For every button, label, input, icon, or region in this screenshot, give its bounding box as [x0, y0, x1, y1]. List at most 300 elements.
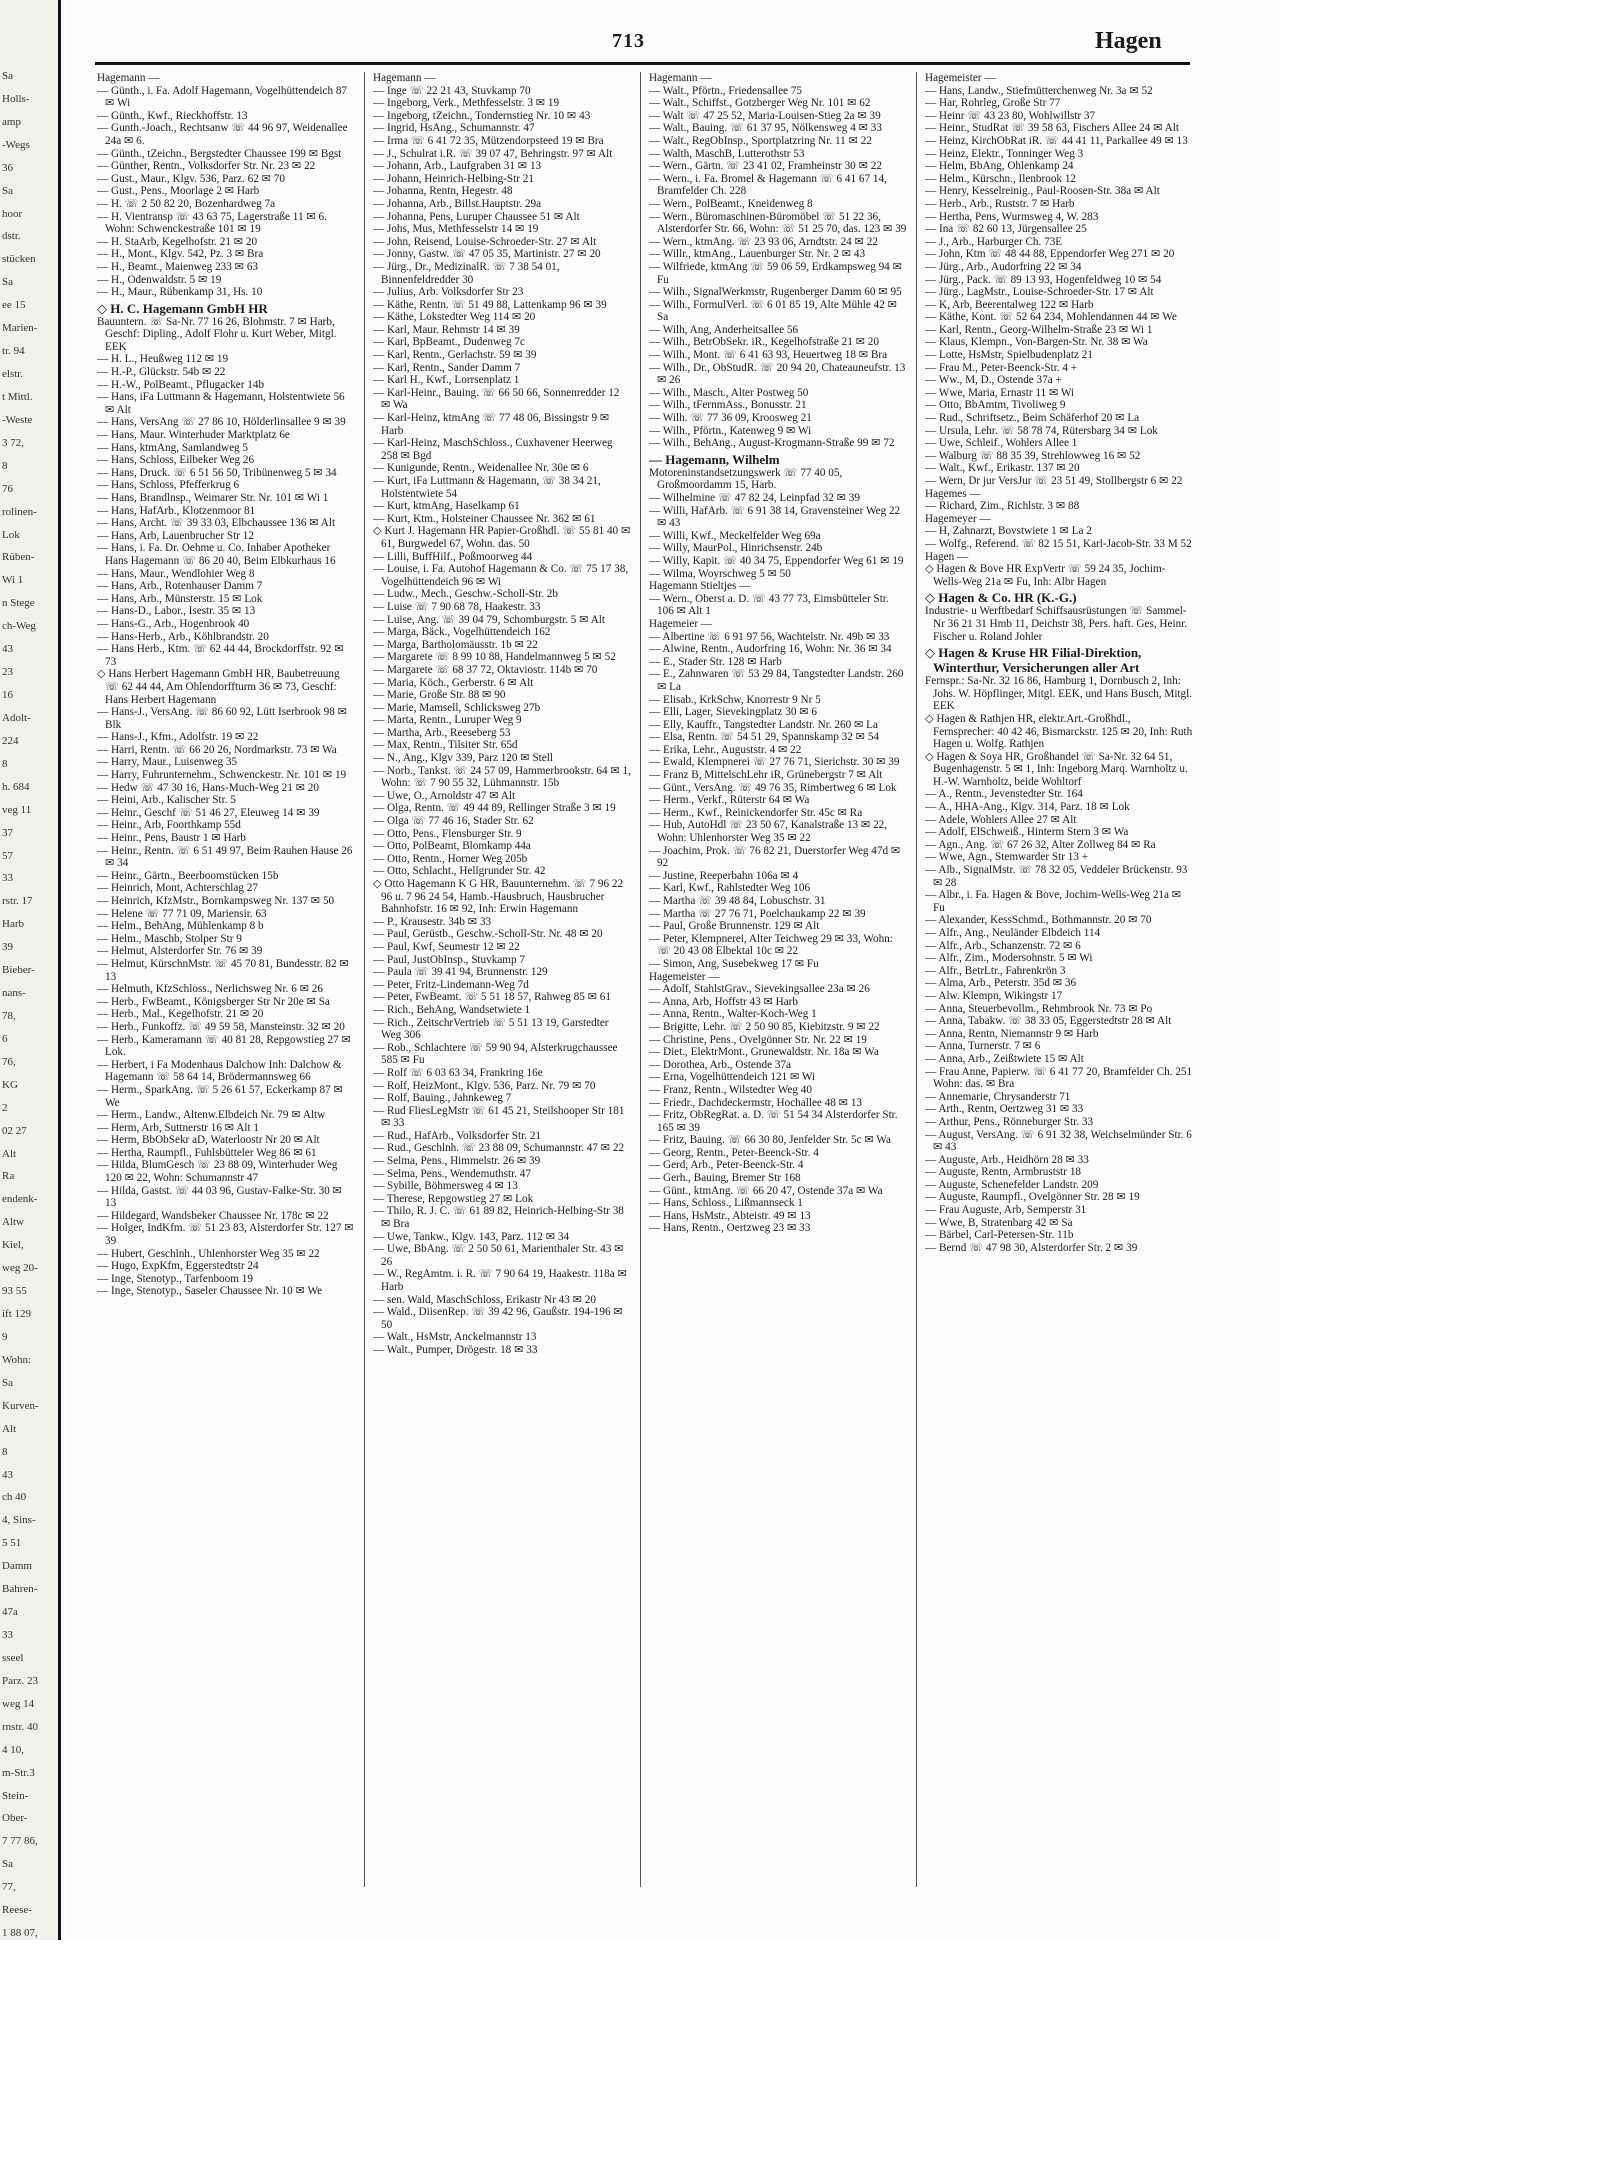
- directory-entry: — Louise, i. Fa. Autohof Hagemann & Co. ☏ 75 17 38, Vogelhüttendeich 96 ✉ Wi: [373, 563, 629, 588]
- adjacent-page-fragment: nans-: [2, 987, 26, 1000]
- directory-entry: — Wern., Gärtn. ☏ 23 41 02, Framheinstr 30 ✉ 22: [649, 160, 882, 173]
- directory-entry: — Johanna, Arb., Billst.Hauptstr. 29a: [373, 197, 542, 210]
- directory-entry: — Agn., Ang. ☏ 67 26 32, Alter Zollweg 84 ✉ Ra: [925, 838, 1156, 851]
- directory-entry: — Helene ☏ 77 71 09, Mariensir. 63: [97, 907, 267, 920]
- directory-entry: — John, Reisend, Louise-Schroeder-Str. 27 ✉ Alt: [373, 235, 597, 248]
- adjacent-page-edge: [0, 0, 61, 1940]
- adjacent-page-fragment: n Stege: [2, 597, 35, 610]
- directory-entry: — Alfr., BetrLtr., Fahrenkrön 3: [925, 964, 1066, 977]
- adjacent-page-fragment: veg 11: [2, 803, 32, 816]
- directory-entry: — Harry, Fuhrunternehm., Schwenckestr. Nr. 101 ✉ 19: [97, 769, 347, 782]
- adjacent-page-fragment: 3 72,: [2, 436, 24, 449]
- directory-entry: — Klaus, Klempn., Von-Bargen-Str. Nr. 38 ✉ Wa: [925, 336, 1148, 349]
- directory-entry: — Wilh, Ang, Anderheitsallee 56: [649, 323, 799, 336]
- directory-entry: — Margarete ☏ 8 99 10 88, Handelmannweg 5 ✉ 52: [373, 651, 616, 664]
- directory-entry: — Hans-J., VersAng. ☏ 86 60 92, Lütt Iserbrook 98 ✉ Blk: [97, 706, 347, 731]
- name-group-heading: Hagemes —: [925, 487, 981, 500]
- directory-entry: — Otto, Rentn., Horner Weg 205b: [373, 852, 528, 865]
- adjacent-page-fragment: hoor: [2, 207, 23, 220]
- adjacent-page-fragment: dstr.: [2, 230, 21, 243]
- directory-entry: — Elli, Lager, Sievekingplatz 30 ✉ 6: [649, 706, 817, 719]
- directory-entry: — Otto, BbAmtm, Tivoliweg 9: [925, 399, 1066, 412]
- directory-entry: — Ingrid, HsAng., Schumannstr. 47: [373, 122, 535, 135]
- directory-entry: — Hans-Herb., Arb., Köhlbrandstr. 20: [97, 630, 269, 643]
- directory-entry: — Heinz, KirchObRat iR. ☏ 44 41 11, Parkallee 49 ✉ 13: [925, 134, 1188, 147]
- directory-entry: — H. L., Heußweg 112 ✉ 19: [97, 353, 229, 366]
- directory-entry: — Jonny, Gastw. ☏ 47 05 35, Martinistr. 27 ✉ 20: [373, 248, 601, 261]
- directory-entry: — Olga ☏ 77 46 16, Stader Str. 62: [373, 815, 534, 828]
- directory-entry: — Anna, Arb, Hoffstr 43 ✉ Harb: [649, 995, 798, 1008]
- adjacent-page-fragment: amp: [2, 115, 21, 128]
- adjacent-page-fragment: 76,: [2, 1055, 16, 1068]
- directory-entry: — Paul, Kwf, Seumestr 12 ✉ 22: [373, 940, 520, 953]
- directory-entry: — Kurt, Ktm., Holsteiner Chaussee Nr. 362 ✉ 61: [373, 512, 596, 525]
- adjacent-page-fragment: 43: [2, 1468, 13, 1481]
- adjacent-page-fragment: 6: [2, 1032, 8, 1045]
- directory-entry: — Simon, Ang, Susebekweg 17 ✉ Fu: [649, 957, 819, 970]
- directory-entry: — Helm., Maschb, Stolper Str 9: [97, 932, 242, 945]
- directory-entry: — Hans, Schloss, Eilbeker Weg 26: [97, 454, 255, 467]
- directory-entry: — Franz B, MittelschLehr iR, Grünebergstr 7 ✉ Alt: [649, 769, 883, 782]
- directory-entry: — Gunth.-Joach., Rechtsanw ☏ 44 96 97, Weidenallee 24a ✉ 6.: [97, 122, 348, 147]
- directory-entry: — Erna, Vogelhüttendeich 121 ✉ Wi: [649, 1071, 816, 1084]
- directory-entry: — Marga, Bäck., Vogelhüttendeich 162: [373, 626, 551, 639]
- name-group-heading: Hagemann —: [649, 72, 712, 84]
- column-divider: [916, 72, 917, 1887]
- directory-entry: — Wolfg., Referend. ☏ 82 15 51, Karl-Jacob-Str. 33 M 52: [925, 537, 1192, 550]
- directory-entry: — Ewald, Klempnerei ☏ 27 76 71, Sierichstr. 30 ✉ 39: [649, 756, 900, 769]
- adjacent-page-fragment: 76: [2, 482, 13, 495]
- directory-entry: — Elsa, Rentn. ☏ 54 51 29, Spannskamp 32 ✉ 54: [649, 731, 880, 744]
- adjacent-page-fragment: Sa: [2, 276, 13, 289]
- directory-entry: — Jürg., Pack. ☏ 89 13 93, Hogenfeldweg 10 ✉ 54: [925, 273, 1162, 286]
- adjacent-page-fragment: 16: [2, 689, 13, 702]
- directory-entry: — Walth, MaschB, Lutterothstr 53: [649, 147, 805, 160]
- directory-entry: — Walt., RegObInsp., Sportplatzring Nr. 11 ✉ 22: [649, 134, 872, 147]
- directory-entry: — Frau M., Peter-Beenck-Str. 4 +: [925, 361, 1078, 374]
- column-divider: [640, 72, 641, 1887]
- directory-entry: — Frau Anne, Papierw. ☏ 6 41 77 20, Bramfelder Ch. 251 Wohn: das. ✉ Bra: [925, 1065, 1193, 1091]
- directory-entry: — Jürg., LagMstr., Louise-Schroeder-Str. 17 ✉ Alt: [925, 286, 1154, 299]
- name-group-heading: Hagemeier —: [649, 617, 713, 630]
- directory-entry: Bauuntern. ☏ Sa-Nr. 77 16 26, Blohmstr. 7 ✉ Harb, Geschf: Dipling., Adolf Flohr u. Kurt Weber, Mitgl. EEK: [97, 315, 337, 353]
- directory-entry: — Walt., Bauing. ☏ 61 37 95, Nölkensweg 4 ✉ 33: [649, 122, 882, 135]
- directory-entry: — Hub, AutoHdl ☏ 23 50 67, Kanalstraße 13 ✉ 22, Wohn: Uhlenhorster Weg 35 ✉ 22: [649, 819, 888, 845]
- adjacent-page-fragment: 93 55: [2, 1285, 27, 1298]
- directory-entry: — Gust., Pens., Moorlage 2 ✉ Harb: [97, 185, 260, 198]
- directory-entry: — Ina ☏ 82 60 13, Jürgensallee 25: [925, 223, 1087, 236]
- directory-entry: — Joachim, Prok. ☏ 76 82 21, Duerstorfer Weg 47d ✉ 92: [649, 844, 901, 870]
- directory-entry: — Harri, Rentn. ☏ 66 20 26, Nordmarkstr. 73 ✉ Wa: [97, 743, 337, 756]
- adjacent-page-fragment: Sa: [2, 184, 13, 197]
- directory-entry: — Herm., SparkAng. ☏ 5 26 61 57, Eckerkamp 87 ✉ We: [97, 1083, 343, 1109]
- adjacent-page-fragment: 78,: [2, 1010, 16, 1022]
- directory-entry: — Herb., Funkoffz. ☏ 49 59 58, Mansteinstr. 32 ✉ 20: [97, 1020, 345, 1033]
- directory-entry: — Wilh., Dr., ObStudR. ☏ 20 94 20, Chateauneufstr. 13 ✉ 26: [649, 361, 906, 387]
- directory-entry: — Gerh., Bauing, Bremer Str 168: [649, 1172, 801, 1185]
- name-group-heading: Hagemann —: [97, 72, 160, 84]
- directory-entry: — Karl, Rentn., Sander Damm 7: [373, 361, 521, 374]
- directory-entry: — Hertha, Pens, Wurmsweg 4, W. 283: [925, 210, 1099, 223]
- directory-entry: — Rich., BehAng, Wandsetwiete 1: [373, 1003, 531, 1016]
- directory-entry: — Käthe, Lokstedter Weg 114 ✉ 20: [373, 311, 536, 324]
- directory-entry: — Uwe, Schleif., Wohlers Allee 1: [925, 437, 1078, 450]
- directory-entry: — Hans, VersAng ☏ 27 86 10, Hölderlinsallee 9 ✉ 39: [97, 416, 346, 429]
- directory-entry: — H.-P., Glückstr. 54b ✉ 22: [97, 366, 226, 379]
- directory-entry: — H.-W., PolBeamt., Pflugacker 14b: [97, 378, 265, 391]
- directory-entry: — Hans, Arb., Rotenhauser Damm 7: [97, 580, 263, 593]
- directory-entry: — Herm, Arb, Suttnerstr 16 ✉ Alt 1: [97, 1121, 259, 1134]
- directory-entry: — Günth., Kwf., Rieckhoffstr. 13: [97, 109, 248, 122]
- directory-entry: — Wilh., Pförtn., Katenweg 9 ✉ Wi: [649, 424, 812, 437]
- directory-entry: — Inge, Stenotyp., Saseler Chaussee Nr. 10 ✉ We: [97, 1285, 323, 1298]
- adjacent-page-fragment: KG: [2, 1078, 18, 1091]
- directory-entry: — H. StaArb, Kegelhofstr. 21 ✉ 20: [97, 235, 258, 248]
- directory-entry: — Helm., BehAng, Mühlenkamp 8 b: [97, 920, 264, 933]
- directory-entry: — Wilh., SignalWerkmstr, Rugenberger Damm 60 ✉ 95: [649, 286, 902, 299]
- directory-entry: — Karl, Rentn., Gerlachstr. 59 ✉ 39: [373, 349, 537, 362]
- directory-entry: — Helmut, Alsterdorfer Str. 76 ✉ 39: [97, 945, 263, 958]
- directory-entry: — Willi, HafArb. ☏ 6 91 38 14, Gravensteiner Weg 22 ✉ 43: [649, 504, 901, 530]
- adjacent-page-fragment: endenk-: [2, 1193, 38, 1206]
- directory-entry: — Frau Auguste, Arb, Semperstr 31: [925, 1204, 1087, 1217]
- directory-entry: — Johann, Arb., Laufgraben 31 ✉ 13: [373, 160, 542, 173]
- adjacent-page-fragment: 36: [2, 161, 13, 174]
- directory-entry: — Olga, Rentn. ☏ 49 44 89, Rellinger Straße 3 ✉ 19: [373, 802, 616, 815]
- directory-entry: — Bärbel, Carl-Petersen-Str. 11b: [925, 1229, 1074, 1242]
- directory-entry: — Anna, Steuerbevollm., Rehmbrook Nr. 73 ✉ Po: [925, 1002, 1153, 1015]
- column-divider: [364, 72, 365, 1887]
- directory-entry: — H., Maur., Rübenkamp 31, Hs. 10: [97, 286, 263, 299]
- directory-entry: — Herb., Mal., Kegelhofstr. 21 ✉ 20: [97, 1008, 264, 1021]
- firm-entry: ◇ Hagen & Kruse HR Filial-Direktion, Winterthur, Versicherungen aller Art: [925, 645, 1142, 676]
- directory-entry: — Hans, ktmAng, Samlandweg 5: [97, 441, 249, 454]
- directory-entry: — Harry, Maur., Luisenweg 35: [97, 756, 238, 769]
- directory-entry: — Hans, Maur. Winterhuder Marktplatz 6e: [97, 429, 290, 442]
- adjacent-page-fragment: Wi 1: [2, 574, 24, 587]
- adjacent-page-fragment: Alt: [2, 1422, 17, 1435]
- adjacent-page-fragment: ee 15: [2, 299, 26, 312]
- adjacent-page-fragment: 8: [2, 1445, 8, 1458]
- adjacent-page-fragment: Reese-: [2, 1904, 32, 1917]
- adjacent-page-fragment: 4, Sins-: [2, 1514, 36, 1527]
- directory-entry: — Günther, Rentn., Volksdorfer Str. Nr. 23 ✉ 22: [97, 160, 316, 173]
- directory-entry: — Adolf, StahlstGrav., Sievekingsallee 23a ✉ 26: [649, 983, 870, 996]
- directory-entry: — Heinr., Arb, Foorthkamp 55d: [97, 819, 241, 832]
- directory-entry: — Auguste, Schenefelder Landstr. 209: [925, 1178, 1099, 1191]
- directory-entry: — K, Arb, Beerentalweg 122 ✉ Harb: [925, 298, 1094, 311]
- directory-entry: — Inge, Stenotyp., Tarfenboom 19: [97, 1272, 253, 1285]
- adjacent-page-fragment: Sa: [2, 1376, 13, 1389]
- directory-entry: — Arth., Rentn, Oertzweg 31 ✉ 33: [925, 1103, 1084, 1116]
- directory-entry: — Rud., Schriftsetz., Beim Schäferhof 20 ✉ La: [925, 412, 1140, 425]
- directory-entry: — H., Mont., Klgv. 542, Pz. 3 ✉ Bra: [97, 248, 264, 261]
- directory-entry: ◇ Otto Hagemann K G HR, Bauunternehm. ☏ 7 96 22 96 u. 7 96 24 54, Hamb.-Hausbruch, Hausbrucher Bahnhofstr. 16 ✉ 92, Inh: Erwin Hagemann: [373, 878, 624, 916]
- directory-entry: — Günth., tZeichn., Bergstedter Chaussee 199 ✉ Bgst: [97, 147, 342, 160]
- adjacent-page-fragment: 9: [2, 1330, 8, 1343]
- directory-entry: — Dorothea, Arb., Ostende 37a: [649, 1058, 791, 1071]
- directory-entry: — Richard, Zim., Richlstr. 3 ✉ 88: [925, 500, 1080, 513]
- directory-entry: — Heinrich, KfzMstr., Bornkampsweg Nr. 137 ✉ 50: [97, 895, 335, 907]
- name-group-heading: Hagemeyer —: [925, 512, 991, 525]
- adjacent-page-fragment: Stein-: [2, 1789, 29, 1802]
- directory-entry: — Lotte, HsMstr, Spielbudenplatz 21: [925, 349, 1093, 362]
- directory-entry: — Ludw., Mech., Geschw.-Scholl-Str. 2b: [373, 588, 558, 601]
- directory-entry: — Martha ☏ 27 76 71, Poelchaukamp 22 ✉ 39: [649, 907, 866, 920]
- directory-entry: — Herm., Verkf., Rüterstr 64 ✉ Wa: [649, 794, 810, 807]
- directory-entry: — Rud., Geschlnh. ☏ 23 88 09, Schumannstr. 47 ✉ 22: [373, 1142, 625, 1155]
- directory-entry: — Wilh., Mont. ☏ 6 41 63 93, Heuertweg 18 ✉ Bra: [649, 349, 888, 362]
- directory-entry: — A., HHA-Ang., Klgv. 314, Parz. 18 ✉ Lok: [925, 801, 1130, 814]
- directory-entry: — W., RegAmtm. i. R. ☏ 7 90 64 19, Haakestr. 118a ✉ Harb: [373, 1268, 627, 1293]
- name-group-heading: Hagemeister —: [925, 72, 996, 84]
- directory-entry: — Margarete ☏ 68 37 72, Oktaviostr. 114b ✉ 70: [373, 663, 598, 676]
- adjacent-page-fragment: Holls-: [2, 92, 30, 105]
- directory-entry: — Hans, Landw., Stiefmütterchenweg Nr. 3a ✉ 52: [925, 84, 1153, 97]
- directory-entry: — Herm., Landw., Altenw.Elbdeich Nr. 79 ✉ Altw: [97, 1109, 326, 1122]
- adjacent-page-fragment: Sa: [2, 1858, 13, 1871]
- adjacent-page-fragment: 5 51: [2, 1537, 22, 1550]
- directory-entry: — Hans, Brandlnsp., Weimarer Str. Nr. 101 ✉ Wi 1: [97, 492, 329, 504]
- directory-entry: — Walt., Schiffst., Gotzberger Weg Nr. 101 ✉ 62: [649, 97, 871, 110]
- directory-entry: — Wilh., Masch., Alter Postweg 50: [649, 386, 809, 399]
- directory-entry: — Otto, Pens., Flensburger Str. 9: [373, 827, 522, 840]
- directory-entry: — Walt., Kwf., Erikastr. 137 ✉ 20: [925, 462, 1080, 475]
- directory-entry: — Willi, Kwf., Meckelfelder Weg 69a: [649, 529, 821, 542]
- directory-entry: — Günt., ktmAng. ☏ 66 20 47, Ostende 37a ✉ Wa: [649, 1184, 883, 1197]
- directory-entry: Industrie- u Werftbedarf Schiffsausrüstungen ☏ Sammel-Nr 36 21 31 Hmb 11, Deichstr 38, Pers. haft. Ges, Heinr. Fischer u. Roland Johler: [925, 605, 1188, 643]
- adjacent-page-fragment: Sa: [2, 70, 13, 82]
- directory-entry: — Karl, Maur. Rehmstr 14 ✉ 39: [373, 323, 520, 336]
- directory-entry: — Karl-Heinr., Bauing. ☏ 66 50 66, Sonnenredder 12 ✉ Wa: [373, 386, 620, 412]
- adjacent-page-fragment: weg 20-: [2, 1262, 38, 1275]
- directory-entry: — Alfr., Ang., Neuländer Elbdeich 114: [925, 927, 1101, 939]
- directory-entry: — Wern., ktmAng. ☏ 23 93 06, Arndtstr. 24 ✉ 22: [649, 235, 878, 248]
- directory-entry: — Hans, HafArb., Klotzenmoor 81: [97, 504, 256, 517]
- directory-entry: — Hilda, BlumGesch ☏ 23 88 09, Winterhuder Weg 120 ✉ 22, Wohn: Schumannstr 47: [97, 1159, 338, 1185]
- directory-entry: — Karl-Heinz, MaschSchloss., Cuxhavener Heerweg 258 ✉ Bgd: [373, 437, 613, 462]
- adjacent-page-fragment: Alt: [2, 1147, 17, 1160]
- directory-column-3: [649, 72, 907, 1887]
- directory-entry: — Jürg., Arb., Audorfring 22 ✉ 34: [925, 260, 1082, 273]
- adjacent-page-fragment: weg 14: [2, 1697, 35, 1710]
- directory-entry: — H. ☏ 2 50 82 20, Bozenhardweg 7a: [97, 197, 276, 210]
- directory-entry: — Gerd, Arb., Peter-Beenck-Str. 4: [649, 1159, 804, 1172]
- directory-entry: — Julius, Arb. Volksdorfer Str 23: [373, 286, 524, 299]
- directory-entry: — Hans-D., Labor., Isestr. 35 ✉ 13: [97, 605, 256, 618]
- directory-entry: — Alma, Arb., Peterstr. 35d ✉ 36: [925, 977, 1077, 990]
- adjacent-page-fragment: Lok: [2, 528, 20, 541]
- adjacent-page-fragment: stücken: [2, 253, 36, 266]
- directory-entry: — Gust., Maur., Klgv. 536, Parz. 62 ✉ 70: [97, 172, 285, 185]
- directory-entry: — Wwe, Maria, Ernastr 11 ✉ Wi: [925, 386, 1075, 399]
- name-group-heading: Hagemann Stieltjes —: [649, 580, 751, 593]
- directory-entry: — Alfr., Zim., Modersohnstr. 5 ✉ Wi: [925, 952, 1093, 965]
- directory-entry: — Helmuth, KfzSchloss., Nerlichsweg Nr. 6 ✉ 26: [97, 983, 323, 996]
- directory-entry: — Karl, Rentn., Georg-Wilhelm-Straße 23 ✉ Wi 1: [925, 323, 1153, 336]
- directory-entry: — Wern., i. Fa. Bromel & Hagemann ☏ 6 41 67 14, Bramfelder Ch. 228: [649, 172, 887, 198]
- directory-entry: — Fritz, Bauing. ☏ 66 30 80, Jenfelder Str. 5c ✉ Wa: [649, 1134, 891, 1147]
- directory-entry: — Willr., ktmAng., Lauenburger Str. Nr. 2 ✉ 43: [649, 248, 866, 261]
- adjacent-page-fragment: m-Str.3: [2, 1766, 35, 1779]
- directory-entry: — Herb., Kameramann ☏ 40 81 28, Repgowstieg 27 ✉ Lok.: [97, 1033, 351, 1059]
- directory-entry: — Fritz, ObRegRat. a. D. ☏ 51 54 34 Alsterdorfer Str. 165 ✉ 39: [649, 1109, 898, 1134]
- directory-entry: ◇ Hans Herbert Hagemann GmbH HR, Baubetreuung ☏ 62 44 44, Am Ohlendorffturm 36 ✉ 73, Geschf: Hans Herbert Hagemann: [97, 668, 340, 706]
- directory-entry: — Anna, Tabakw. ☏ 38 33 05, Eggerstedtstr 28 ✉ Alt: [925, 1015, 1172, 1028]
- adjacent-page-fragment: Kiel,: [2, 1239, 24, 1252]
- directory-entry: — H, Zahnarzt, Bovstwiete 1 ✉ La 2: [925, 525, 1092, 538]
- directory-entry: — H., Odenwaldstr. 5 ✉ 19: [97, 273, 222, 286]
- adjacent-page-fragment: t Mittl.: [2, 390, 33, 403]
- directory-entry: — Sybille, Böhmersweg 4 ✉ 13: [373, 1180, 518, 1193]
- adjacent-page-fragment: 1 88 07,: [2, 1927, 38, 1940]
- adjacent-page-fragment: 2: [2, 1101, 8, 1114]
- directory-entry: — Heinr., Gärtn., Beerboomstücken 15b: [97, 869, 279, 882]
- adjacent-page-fragment: 8: [2, 459, 8, 472]
- adjacent-page-fragment: 37: [2, 826, 13, 839]
- directory-entry: — Karl-Heinz, ktmAng ☏ 77 48 06, Bissingstr 9 ✉ Harb: [373, 412, 610, 437]
- adjacent-page-fragment: 47a: [2, 1606, 18, 1619]
- directory-entry: — Walt., HsMstr, Anckelmannstr 13: [373, 1331, 537, 1344]
- directory-entry: — sen. Wald, MaschSchloss, Erikastr Nr 43 ✉ 20: [373, 1293, 596, 1306]
- directory-entry: — Hans Herb., Ktm. ☏ 62 44 44, Brockdorffstr. 92 ✉ 73: [97, 643, 344, 668]
- directory-entry: — Karl H., Kwf., Lorrsenplatz 1: [373, 374, 520, 387]
- directory-entry: — Christine, Pens., Ovelgönner Str. Nr. 22 ✉ 19: [649, 1033, 867, 1046]
- adjacent-page-fragment: Bieber-: [2, 964, 35, 977]
- directory-entry: — Willy, MaurPol., Hinrichsenstr. 24b: [649, 542, 823, 555]
- adjacent-page-fragment: Ober-: [2, 1812, 28, 1825]
- adjacent-page-fragment: 7 77 86,: [2, 1835, 38, 1848]
- directory-entry: — Alw. Klempn, Wikingstr 17: [925, 989, 1063, 1002]
- directory-entry: — Ingeborg, Verk., Methfesselstr. 3 ✉ 19: [373, 97, 560, 110]
- directory-entry: — Wilh. ☏ 77 36 09, Kroosweg 21: [649, 412, 812, 425]
- directory-entry: — Johanna, Pens, Luruper Chaussee 51 ✉ Alt: [373, 210, 580, 223]
- directory-column-4: [925, 72, 1193, 1887]
- running-head: Hagen: [1095, 28, 1162, 54]
- directory-entry: — Har, Rohrleg, Große Str 77: [925, 97, 1061, 110]
- directory-entry: — Holger, IndKfm. ☏ 51 23 83, Alsterdorfer Str. 127 ✉ 39: [97, 1222, 354, 1248]
- directory-entry: — Albertine ☏ 6 91 97 56, Wachtelstr. Nr. 49b ✉ 33: [649, 630, 890, 643]
- directory-entry: — Wilfriede, ktmAng ☏ 59 06 59, Erdkampsweg 94 ✉ Fu: [649, 260, 902, 286]
- directory-entry: — Wilh., tFernmAss., Bonusstr. 21: [649, 399, 807, 412]
- directory-entry: — H., Beamt., Maienweg 233 ✉ 63: [97, 260, 259, 273]
- directory-entry: — H. Vientransp ☏ 43 63 75, Lagerstraße 11 ✉ 6. Wohn: Schwenckestraße 101 ✉ 19: [97, 210, 327, 236]
- directory-entry: — Henry, Kesselreinig., Paul-Roosen-Str. 38a ✉ Alt: [925, 185, 1160, 198]
- directory-entry: — Marie, Mamsell, Schlicksweg 27b: [373, 701, 541, 714]
- directory-entry: — P., Krausestr. 34b ✉ 33: [373, 915, 492, 928]
- directory-entry: — Hans, Maur., Wendlohier Weg 8: [97, 567, 255, 580]
- directory-entry: — Hans, Rentn., Oertzweg 23 ✉ 33: [649, 1222, 811, 1235]
- directory-entry: — Ursula, Lehr. ☏ 58 78 74, Rütersbarg 34 ✉ Lok: [925, 424, 1158, 437]
- directory-entry: — Auguste, Rentn, Armbruststr 18: [925, 1166, 1082, 1179]
- directory-entry: — Anna, Turnerstr. 7 ✉ 6: [925, 1040, 1041, 1053]
- directory-entry: — Selma, Pens., Wendemuthstr. 47: [373, 1167, 531, 1180]
- directory-entry: — Kunigunde, Rentn., Weidenallee Nr. 30e ✉ 6: [373, 462, 589, 475]
- directory-entry: — Hans, Druck. ☏ 6 51 56 50, Tribünenweg 5 ✉ 34: [97, 466, 337, 479]
- adjacent-page-fragment: elstr.: [2, 368, 24, 381]
- directory-entry: — Günth., i. Fa. Adolf Hagemann, Vogelhüttendeich 87 ✉ Wi: [97, 84, 348, 110]
- directory-entry: — Hans-G., Arb., Hogenbrook 40: [97, 617, 250, 630]
- directory-entry: — Käthe, Kont. ☏ 52 64 234, Mohlendannen 44 ✉ We: [925, 311, 1177, 324]
- adjacent-page-fragment: -Wegs: [2, 138, 30, 151]
- directory-entry: — Rud FliesLegMstr ☏ 61 45 21, Steilshooper Str 181 ✉ 33: [373, 1104, 625, 1130]
- directory-entry: Motoreninstandsetzungswerk ☏ 77 40 05, Großmoordamm 15, Harb.: [649, 466, 843, 492]
- adjacent-page-fragment: Marien-: [2, 322, 38, 335]
- directory-entry: — Norb., Tankst. ☏ 24 57 09, Hammerbrookstr. 64 ✉ 1, Wohn: ☏ 7 90 55 32, Lühmannstr. 15b: [373, 764, 631, 790]
- adjacent-page-fragment: 57: [2, 849, 13, 862]
- directory-entry: — Justine, Reeperbahn 106a ✉ 4: [649, 869, 799, 882]
- directory-entry: Fernspr.: Sa-Nr. 32 16 86, Hamburg 1, Dornbusch 2, Inh: Johs. W. Höpflinger, Mitgl. EEK, und Hans Busch, Mitgl. EEK: [925, 675, 1193, 713]
- directory-entry: — Paul, Gerüstb., Geschw.-Scholl-Str. Nr. 48 ✉ 20: [373, 928, 603, 941]
- directory-entry: ◇ Hagen & Bove HR ExpVertr ☏ 59 24 35, Jochim-Wells-Weg 21a ✉ Fu, Inh: Albr Hagen: [925, 563, 1166, 588]
- directory-entry: — Elisab., KrkSchw, Knorrestr 9 Nr 5: [649, 693, 821, 706]
- directory-entry: — Max, Rentn., Tilsiter Str. 65d: [373, 739, 518, 752]
- firm-entry: — Hagemann, Wilhelm: [649, 451, 780, 467]
- directory-entry: — Auguste, Raumpfl., Ovelgönner Str. 28 ✉ 19: [925, 1191, 1140, 1204]
- directory-entry: — Erika, Lehr., Auguststr. 4 ✉ 22: [649, 743, 802, 756]
- directory-entry: — Lilli, BuffHilf., Poßmoorweg 44: [373, 550, 533, 563]
- directory-entry: — Käthe, Rentn. ☏ 51 49 88, Lattenkamp 96 ✉ 39: [373, 298, 607, 311]
- directory-entry: — Johann, Heinrich-Helbing-Str 21: [373, 172, 534, 185]
- directory-entry: — Peter, FwBeamt. ☏ 5 51 18 57, Rahweg 85 ✉ 61: [373, 991, 611, 1004]
- directory-entry: — Hubert, Geschlnh., Uhlenhorster Weg 35 ✉ 22: [97, 1247, 320, 1260]
- directory-entry: ◇ Hagen & Soya HR, Großhandel ☏ Sa-Nr. 32 64 51, Bugenhagenstr. 5 ✉ 1, Inh: Ingeborg Marq. Warnholtz u. H.-W. Warnholtz, beide Wohltorf: [925, 750, 1188, 788]
- directory-entry: — Paul, JustObInsp., Stuvkamp 7: [373, 953, 525, 966]
- directory-entry: — Wern, Dr jur VersJur ☏ 23 51 49, Stollbergstr 6 ✉ 22: [925, 475, 1183, 487]
- directory-entry: — Walt., Pumper, Drögestr. 18 ✉ 33: [373, 1343, 538, 1356]
- adjacent-page-fragment: ift 129: [2, 1308, 32, 1321]
- directory-entry: — Hans, Schloss., Lißmannseck 1: [649, 1197, 803, 1210]
- directory-entry: — Heinr., StudRat ☏ 39 58 63, Fischers Allee 24 ✉ Alt: [925, 122, 1179, 135]
- firm-entry: ◇ H. C. Hagemann GmbH HR: [97, 300, 268, 316]
- adjacent-page-fragment: ch 40: [2, 1491, 27, 1504]
- directory-entry: — Otto, PolBeamt, Blomkamp 44a: [373, 840, 531, 853]
- firm-entry: ◇ Hagen & Co. HR (K.-G.): [925, 590, 1077, 606]
- directory-entry: — Luise ☏ 7 90 68 78, Haakestr. 33: [373, 600, 541, 613]
- directory-entry: — Wilh., BetrObSekr. iR., Kegelhofstraße 21 ✉ 20: [649, 336, 879, 349]
- directory-entry: — Rud., HafArb., Volksdorfer Str. 21: [373, 1129, 542, 1142]
- directory-entry: — Wern., PolBeamt., Kneidenweg 8: [649, 197, 813, 210]
- adjacent-page-fragment: h. 684: [2, 780, 30, 793]
- directory-entry: — Heinr., Rentn. ☏ 6 51 49 97, Beim Rauhen Hause 26 ✉ 34: [97, 844, 353, 870]
- right-margin: [1280, 0, 1600, 2177]
- directory-entry: — Johanna, Rentn, Hegestr. 48: [373, 185, 513, 198]
- directory-entry: — Hertha, Raumpfl., Fuhlsbütteler Weg 86 ✉ 61: [97, 1146, 317, 1159]
- directory-entry: — Peter, Fritz-Lindemann-Weg 7d: [373, 978, 529, 991]
- bottom-margin: [0, 1940, 1280, 2177]
- directory-entry: ◇ Kurt J. Hagemann HR Papier-Großhdl. ☏ 55 81 40 ✉ 61, Burgwedel 67, Wohn. das. 50: [373, 525, 631, 550]
- directory-entry: — Günt., VersAng. ☏ 49 76 35, Rimbertweg 6 ✉ Lok: [649, 781, 897, 794]
- directory-entry: — Anna, Rentn, Niemannstr 9 ✉ Harb: [925, 1027, 1099, 1040]
- name-group-heading: Hagen —: [925, 550, 969, 563]
- directory-entry: — Hans, Arb., Münsterstr. 15 ✉ Lok: [97, 592, 263, 605]
- directory-entry: — Helm., Kürschn., Ilenbrook 12: [925, 172, 1077, 185]
- directory-entry: — J., Arb., Harburger Ch. 73E: [925, 235, 1063, 248]
- adjacent-page-fragment: 8: [2, 757, 8, 770]
- adjacent-page-fragment: Bahren-: [2, 1583, 38, 1596]
- adjacent-page-fragment: 224: [2, 734, 19, 747]
- directory-entry: — Anna, Rentn., Walter-Koch-Weg 1: [649, 1008, 817, 1021]
- directory-entry: — E., Stader Str. 128 ✉ Harb: [649, 655, 782, 668]
- directory-entry: — Willy, Kapit. ☏ 40 34 75, Eppendorfer Weg 61 ✉ 19: [649, 554, 904, 567]
- directory-entry: — Karl, Kwf., Rahlstedter Weg 106: [649, 882, 811, 895]
- directory-entry: — Heinr ☏ 43 23 80, Wohlwillstr 37: [925, 109, 1096, 122]
- directory-entry: — Otto, Schlacht., Hellgrunder Str. 42: [373, 865, 546, 878]
- directory-entry: — Alb., SignalMstr. ☏ 78 32 05, Veddeler Brückenstr. 93 ✉ 28: [925, 864, 1188, 889]
- directory-entry: — Kurt, iFa Luttmann & Hagemann, ☏ 38 34 21, Holstentwiete 54: [373, 475, 601, 500]
- directory-entry: — Hans, i. Fa. Dr. Oehme u. Co. Inhaber Apotheker Hans Hagemann ☏ 86 20 40, Beim Elbkurhaus 16: [97, 542, 336, 567]
- directory-entry: ◇ Hagen & Rathjen HR, elektr.Art.-Großhdl., Fernsprecher: 40 42 46, Bismarckstr. 125 ✉ 20, Inh: Ruth Hagen u. Wolfg. Rathjen: [925, 712, 1193, 751]
